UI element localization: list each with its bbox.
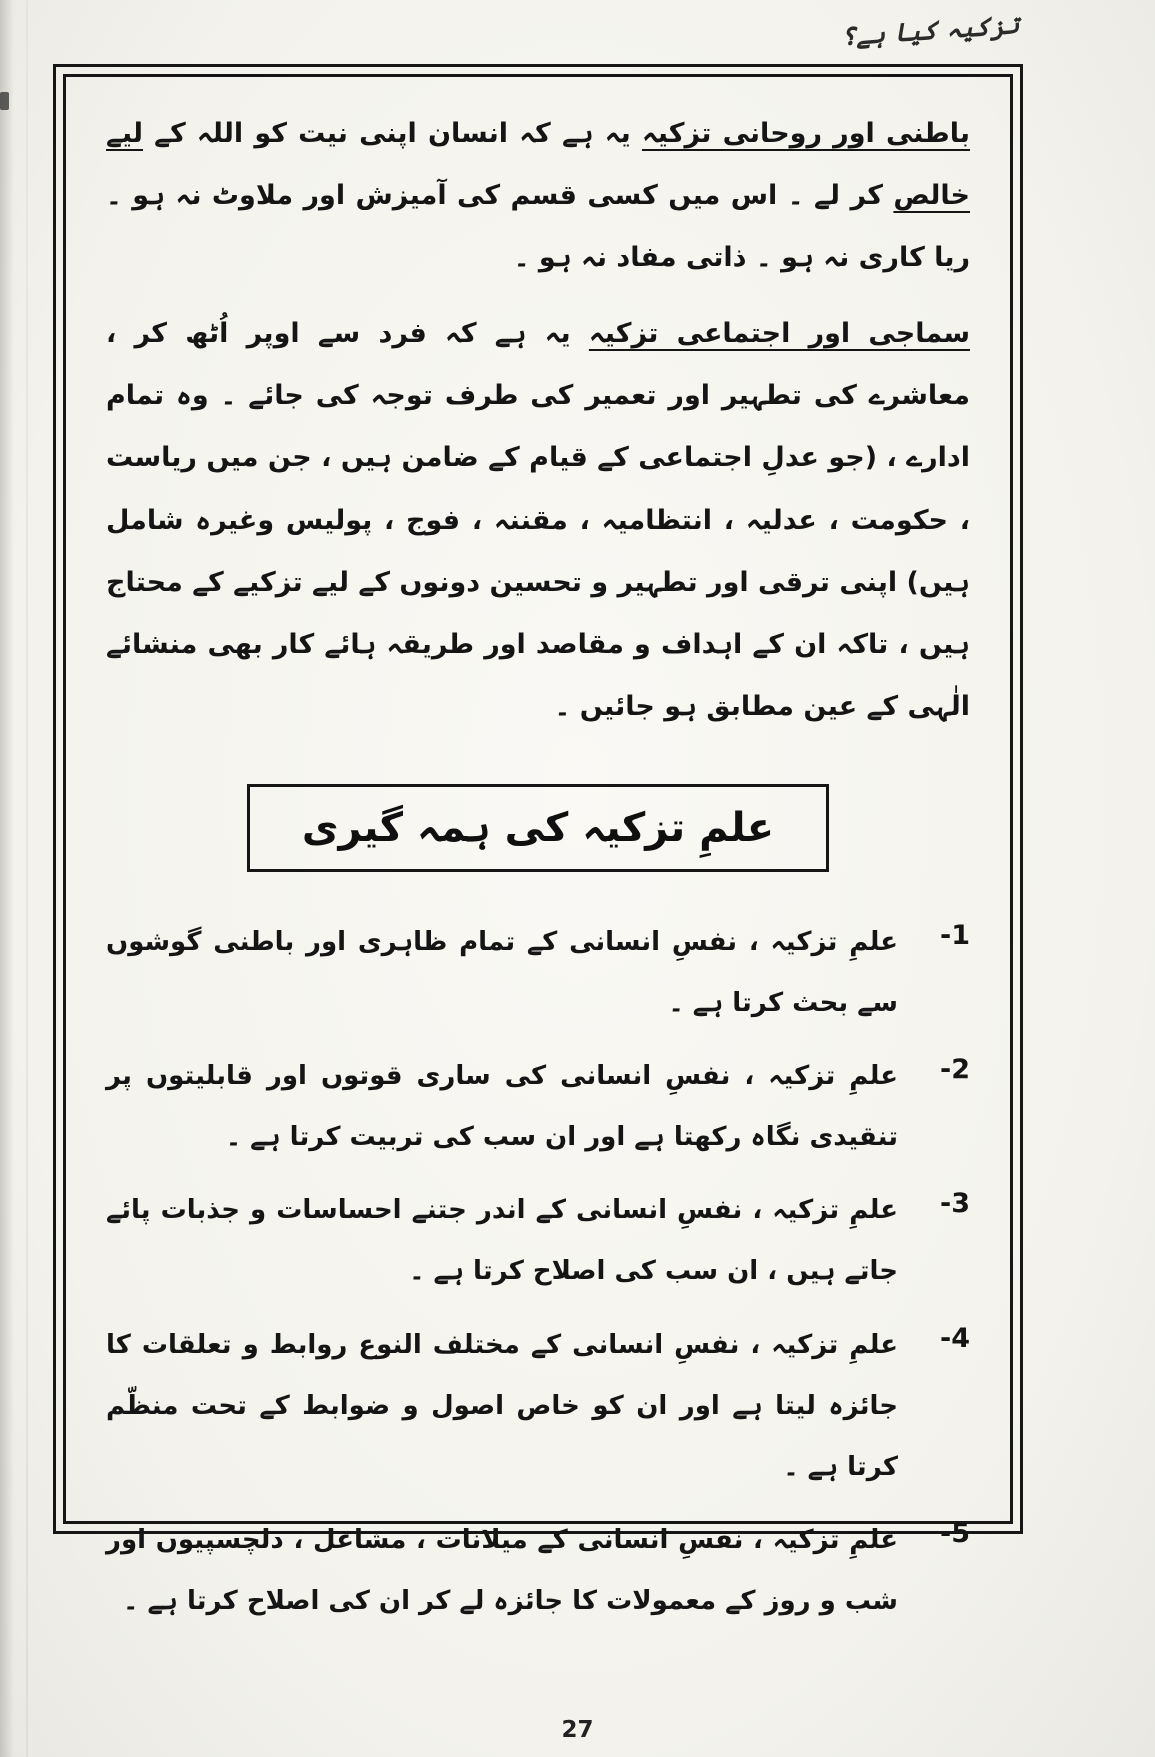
list-item-marker: -4 (940, 1322, 970, 1354)
list-item (106, 912, 970, 1034)
handwritten-annotation: تزکیہ کیا ہے؟ (840, 9, 1021, 52)
paragraph-text: یہ ہے کہ انسان اپنی نیت کو اللہ کے (142, 118, 642, 149)
list-item-marker: -3 (940, 1188, 970, 1220)
scan-edge-shadow (0, 0, 14, 1757)
list-item-marker: -5 (940, 1517, 970, 1549)
page-inner-frame (63, 74, 1013, 1616)
list-item (106, 1510, 970, 1632)
list-item-text: علمِ تزکیہ ، نفسِ انسانی کے مختلف النوع روابط و تعلقات کا جائزہ لیتا ہے اور ان کو خاص اصول و ضوابط کے تحت منظّم کرتا ہے ۔ (106, 1329, 898, 1482)
social-paragraph (106, 303, 970, 738)
paragraph-text: کر لے ۔ اس میں کسی قسم کی آمیزش اور ملاوٹ نہ ہو ۔ ریا کاری نہ ہو ۔ ذاتی مفاد نہ ہو ۔ (106, 180, 970, 274)
list-item-marker: -1 (940, 919, 970, 951)
paragraph-text: یہ ہے کہ فرد سے اوپر اُٹھ کر ، معاشرے کی تطہیر اور تعمیر کی طرف توجہ کی جائے ۔ وہ تمام ادارے ، (جو عدلِ اجتماعی کے قیام کے ضامن ہیں ، جن میں ریاست ، حکومت ، عدلیہ ، انتظامیہ ، مقننہ ، فوج ، پولیس وغیرہ شامل ہیں) اپنی ترقی اور تطہیر و تحسین دونوں کے لیے تزکیے کے محتاج ہیں ، تاکہ ان کے اہداف و مقاصد اور طریقہ ہائے کار بھی منشائے الٰہی کے عین مطابق ہو جائیں ۔ (106, 318, 970, 722)
list-item (106, 1180, 970, 1302)
numbered-list (106, 912, 970, 1632)
list-item-text: علمِ تزکیہ ، نفسِ انسانی کی ساری قوتوں اور قابلیتوں پر تنقیدی نگاہ رکھتا ہے اور ان سب کی تربیت کرتا ہے ۔ (106, 1061, 898, 1153)
list-item-text: علمِ تزکیہ ، نفسِ انسانی کے میلانات ، مشاغل ، دلچسپیوں اور شب و روز کے معمولات کا جائزہ لے کر ان کی اصلاح کرتا ہے ۔ (106, 1524, 898, 1616)
scan-crease (26, 0, 28, 1757)
intro-paragraph (106, 103, 970, 289)
section-heading: علمِ تزکیہ کی ہمہ گیری (301, 804, 775, 851)
page-number: 27 (561, 1717, 594, 1743)
page-outer-frame (53, 64, 1023, 1616)
list-item-text: علمِ تزکیہ ، نفسِ انسانی کے اندر جتنے احساسات و جذبات پائے جاتے ہیں ، ان سب کی اصلاح کرتا ہے ۔ (106, 1195, 898, 1287)
list-item-text: علمِ تزکیہ ، نفسِ انسانی کے تمام ظاہری اور باطنی گوشوں سے بحث کرتا ہے ۔ (106, 926, 898, 1019)
list-item (106, 1315, 970, 1498)
underlined-phrase: باطنی اور روحانی تزکیہ (641, 118, 970, 149)
list-item (106, 1046, 970, 1168)
section-heading-box (247, 784, 829, 872)
underlined-phrase: لیے خالص (106, 118, 970, 212)
scan-speck (0, 92, 9, 110)
list-item-marker: -2 (940, 1054, 970, 1086)
underlined-phrase: سماجی اور اجتماعی تزکیہ (588, 318, 970, 350)
